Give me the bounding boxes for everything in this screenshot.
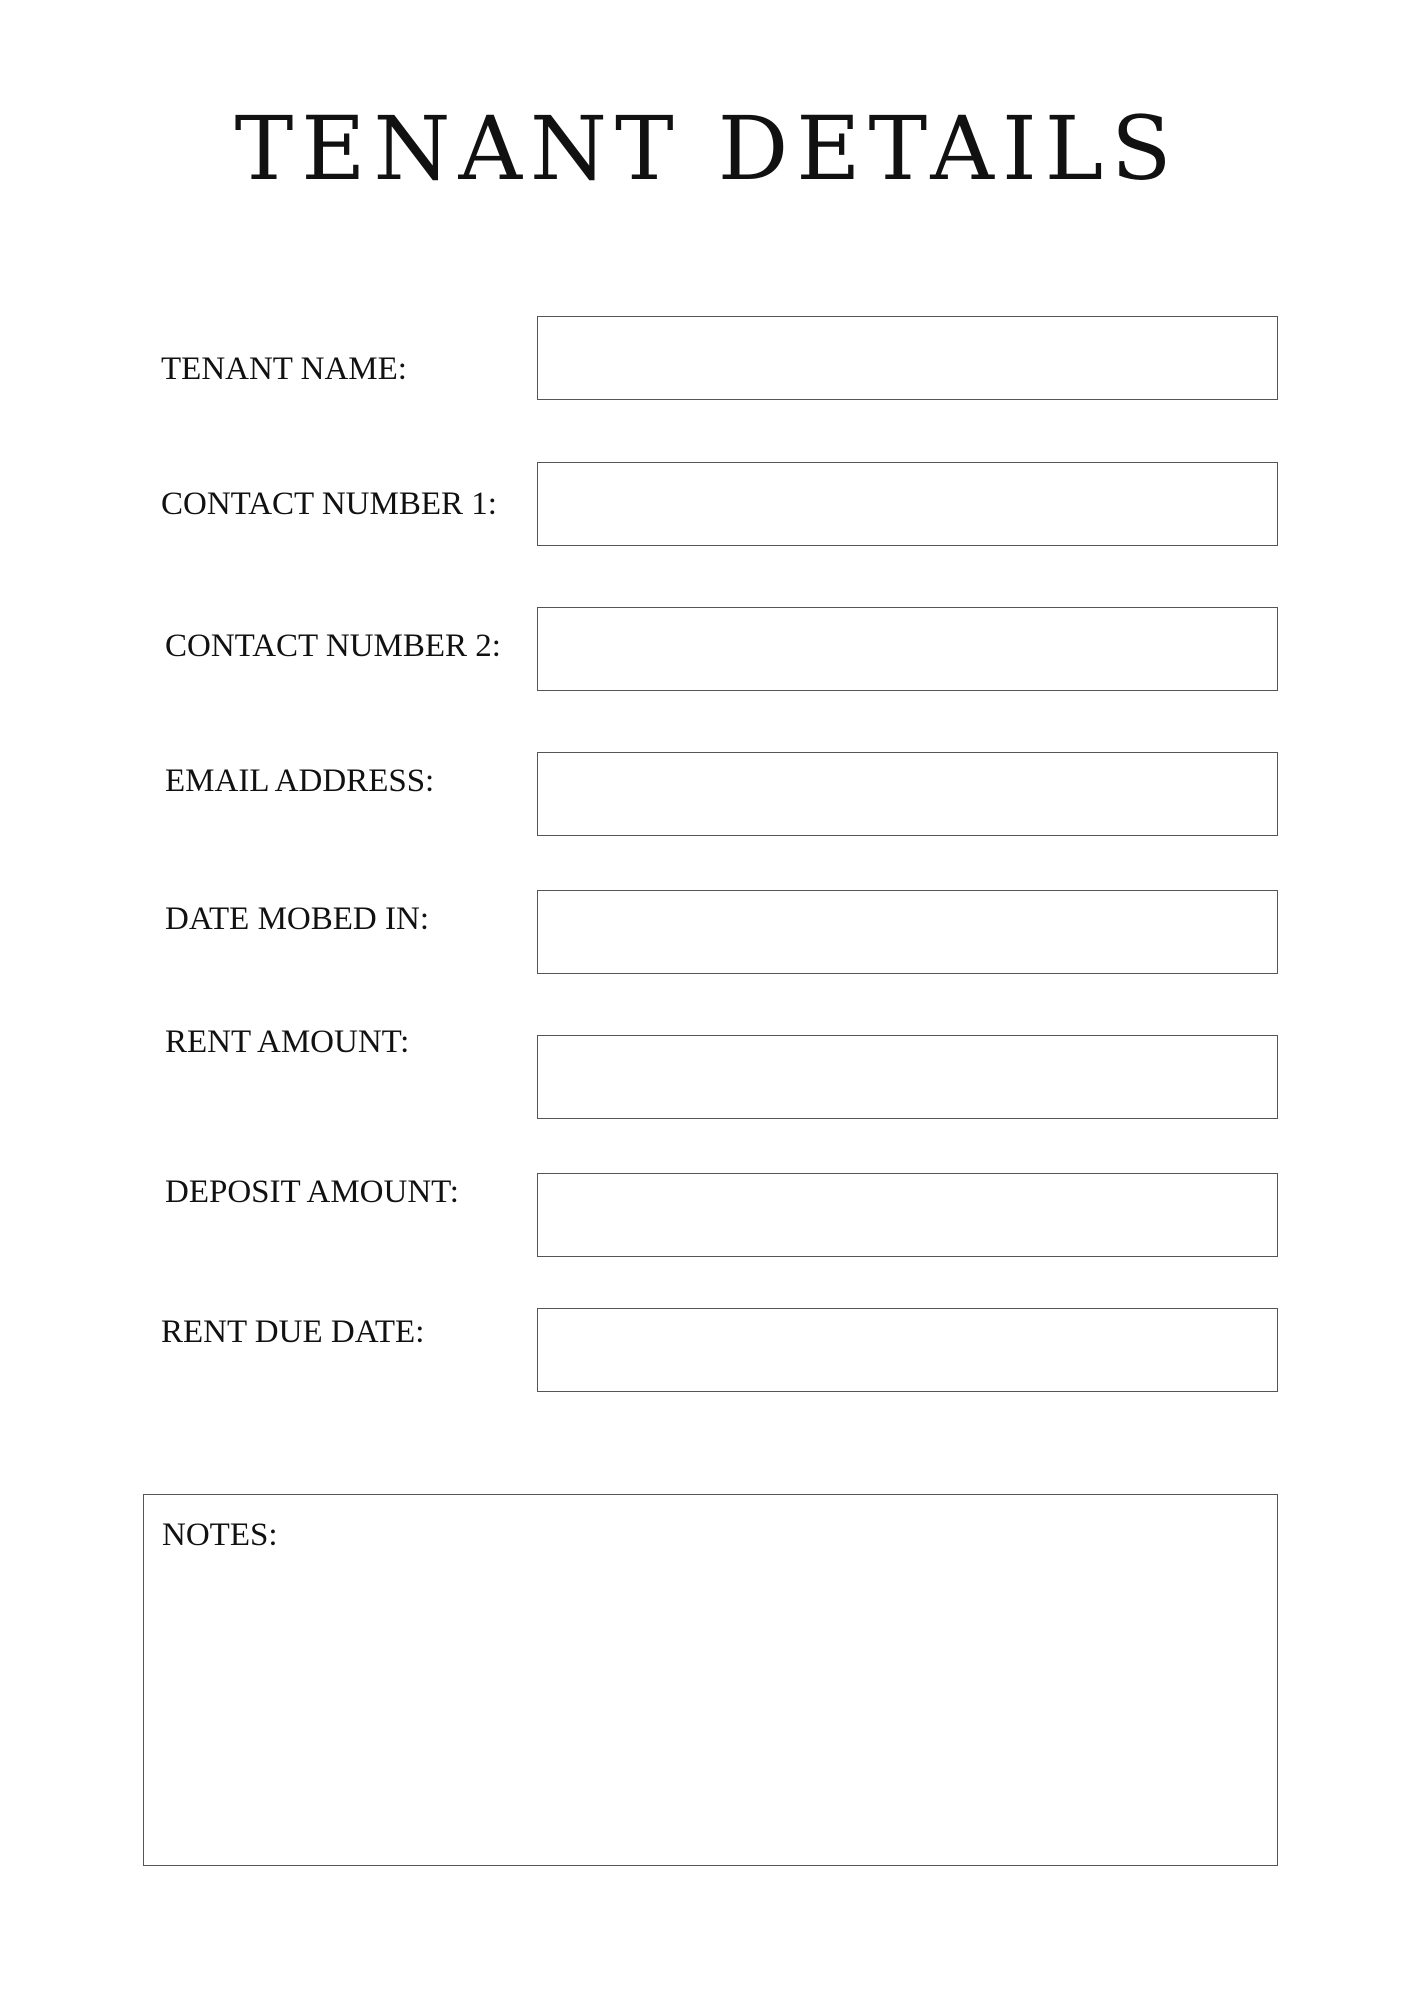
date-moved-in-field[interactable] [537, 890, 1278, 974]
email-address-field[interactable] [537, 752, 1278, 836]
contact-number-2-field[interactable] [537, 607, 1278, 691]
deposit-amount-label: DEPOSIT AMOUNT: [165, 1174, 459, 1210]
rent-due-date-field[interactable] [537, 1308, 1278, 1392]
date-moved-in-label: DATE MOBED IN: [165, 901, 429, 937]
notes-label: NOTES: [162, 1517, 278, 1553]
tenant-name-label: TENANT NAME: [161, 351, 407, 387]
rent-amount-field[interactable] [537, 1035, 1278, 1119]
contact-number-1-label: CONTACT NUMBER 1: [161, 486, 497, 522]
deposit-amount-field[interactable] [537, 1173, 1278, 1257]
email-address-label: EMAIL ADDRESS: [165, 763, 435, 799]
contact-number-1-field[interactable] [537, 462, 1278, 546]
tenant-name-field[interactable] [537, 316, 1278, 400]
contact-number-2-label: CONTACT NUMBER 2: [165, 628, 501, 664]
rent-due-date-label: RENT DUE DATE: [161, 1314, 425, 1350]
rent-amount-label: RENT AMOUNT: [165, 1024, 410, 1060]
page-title: TENANT DETAILS [234, 97, 1180, 200]
notes-box[interactable] [143, 1494, 1278, 1866]
